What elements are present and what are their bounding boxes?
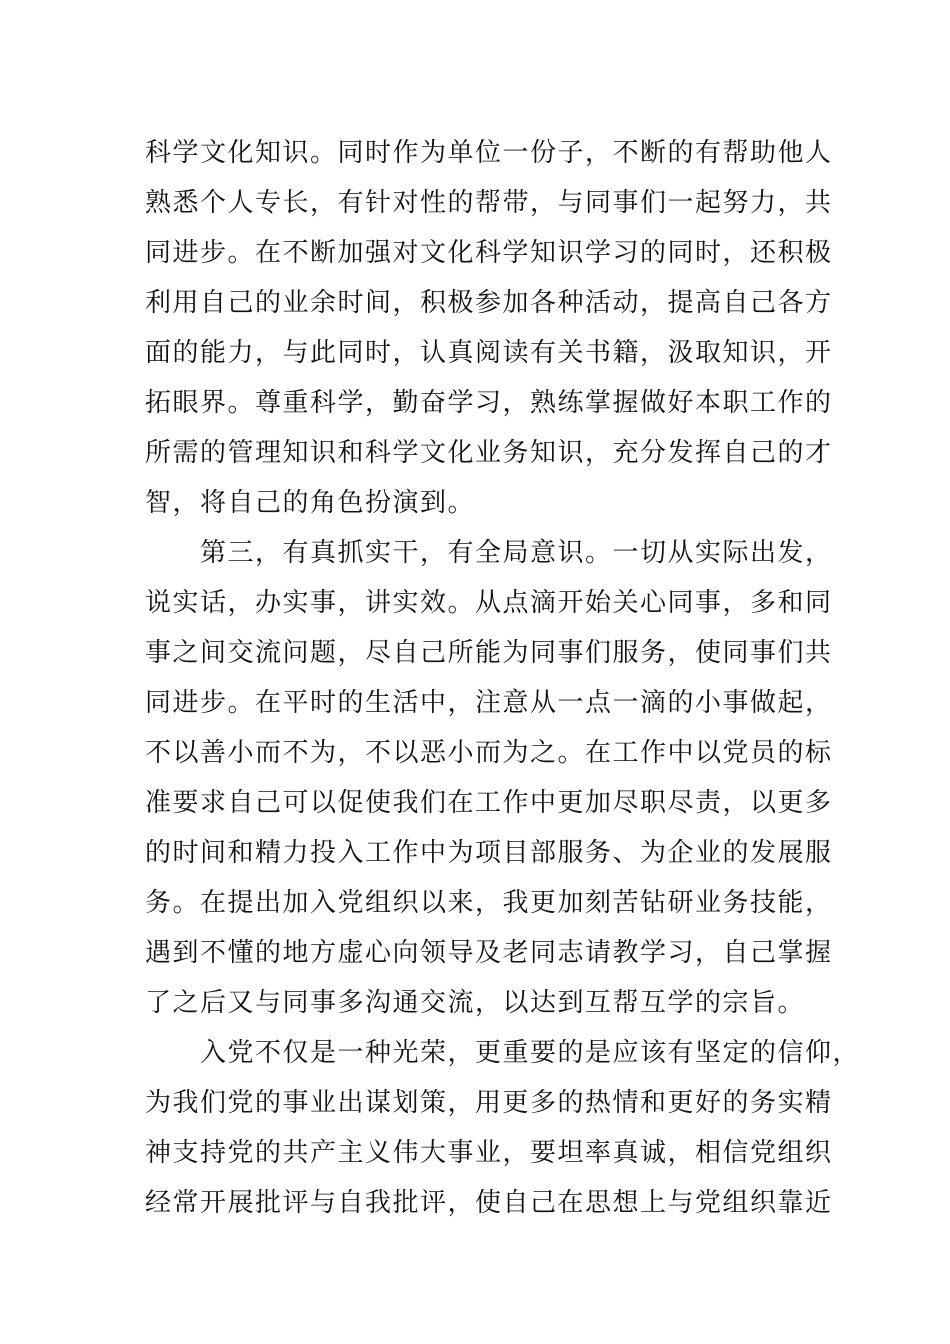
text-line: 神支持党的共产主义伟大事业，要坦率真诚，相信党组织 xyxy=(145,1138,833,1168)
paragraph-1 xyxy=(145,128,833,528)
text-line: 务。在提出加入党组织以来，我更加刻苦钻研业务技能， xyxy=(145,888,833,918)
text-line: 利用自己的业余时间，积极参加各种活动，提高自己各方 xyxy=(145,288,833,318)
paragraph-3 xyxy=(145,1028,861,1228)
text-line: 准要求自己可以促使我们在工作中更加尽职尽责，以更多 xyxy=(145,788,833,818)
text-line: 同进步。在不断加强对文化科学知识学习的同时，还积极 xyxy=(145,238,833,268)
text-line: 面的能力，与此同时，认真阅读有关书籍，汲取知识，开 xyxy=(145,338,833,368)
text-line: 熟悉个人专长，有针对性的帮带，与同事们一起努力，共 xyxy=(145,188,833,218)
text-line-indented: 第三，有真抓实干，有全局意识。一切从实际出发， xyxy=(200,538,833,568)
text-line-indented: 入党不仅是一种光荣，更重要的是应该有坚定的信仰， xyxy=(200,1038,861,1068)
text-line: 遇到不懂的地方虚心向领导及老同志请教学习，自己掌握 xyxy=(145,938,833,968)
text-line: 了之后又与同事多沟通交流，以达到互帮互学的宗旨。 xyxy=(145,988,806,1018)
text-line: 同进步。在平时的生活中，注意从一点一滴的小事做起， xyxy=(145,688,833,718)
text-line: 事之间交流问题，尽自己所能为同事们服务，使同事们共 xyxy=(145,638,833,668)
text-line: 科学文化知识。同时作为单位一份子，不断的有帮助他人 xyxy=(145,138,833,168)
text-line: 为我们党的事业出谋划策，用更多的热情和更好的务实精 xyxy=(145,1088,833,1118)
text-line: 经常开展批评与自我批评，使自己在思想上与党组织靠近 xyxy=(145,1188,833,1218)
text-line: 拓眼界。尊重科学，勤奋学习，熟练掌握做好本职工作的 xyxy=(145,388,833,418)
text-line: 的时间和精力投入工作中为项目部服务、为企业的发展服 xyxy=(145,838,833,868)
text-line: 智，将自己的角色扮演到。 xyxy=(145,488,476,518)
text-line: 说实话，办实事，讲实效。从点滴开始关心同事，多和同 xyxy=(145,588,833,618)
document-body xyxy=(145,128,861,1228)
paragraph-2 xyxy=(145,528,833,1028)
text-line: 不以善小而不为，不以恶小而为之。在工作中以党员的标 xyxy=(145,738,833,768)
text-line: 所需的管理知识和科学文化业务知识，充分发挥自己的才 xyxy=(145,438,833,468)
